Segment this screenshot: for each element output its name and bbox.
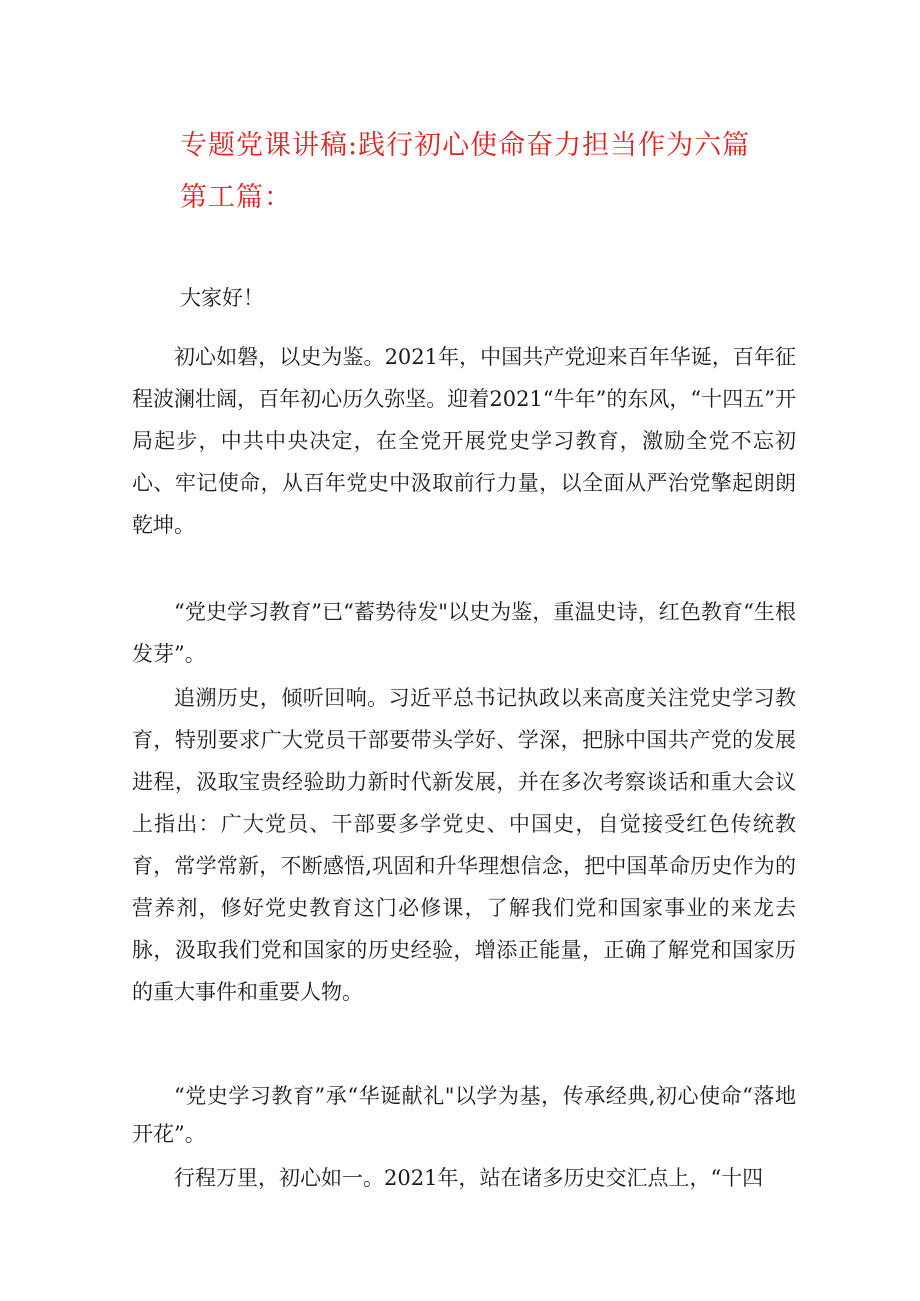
paragraph: 追溯历史，倾听回响。习近平总书记执政以来高度关注党史学习教育，特别要求广大党员干部要带头学好、学深，把脉中国共产党的发展进程，汲取宝贵经验助力新时代新发展，并在多次考察谈话和重大会议上指出：广大党员、干部要多学党史、中国史，自觉接受红色传统教育，常学常新，不断感悟,巩固和升华理想信念，把中国革命历史作为的营养剂，修好党史教育这门必修课，了解我们党和国家事业的来龙去脉，汲取我们党和国家的历史经验，增添正能量，正确了解党和国家历的重大事件和重要人物。 [132,686,796,1004]
greeting: 大家好！ [180,286,264,310]
paragraph: 行程万里，初心如一。2021年，站在诸多历史交汇点上，“十四 [174,1166,764,1190]
paragraph: 初心如磐，以史为鉴。2021年，中国共产党迎来百年华诞，百年征程波澜壮阔，百年初心历久弥坚。迎着2021“牛年”的东风，“十四五”开局起步，中共中央决定，在全党开展党史学习教育，激励全党不忘初心、牢记使命，从百年党史中汲取前行力量，以全面从严治党擎起朗朗乾坤。 [132,345,796,537]
document-subtitle: 第工篇： [180,182,292,213]
paragraph: “党史学习教育”已“蓄势待发"以史为鉴，重温史诗，红色教育“生根发芽”。 [132,600,796,666]
paragraph: “党史学习教育”承“华诞献礼"以学为基，传承经典,初心使命“落地开花”。 [132,1084,796,1146]
document-title: 专题党课讲稿:践行初心使命奋力担当作为六篇 [180,130,751,161]
